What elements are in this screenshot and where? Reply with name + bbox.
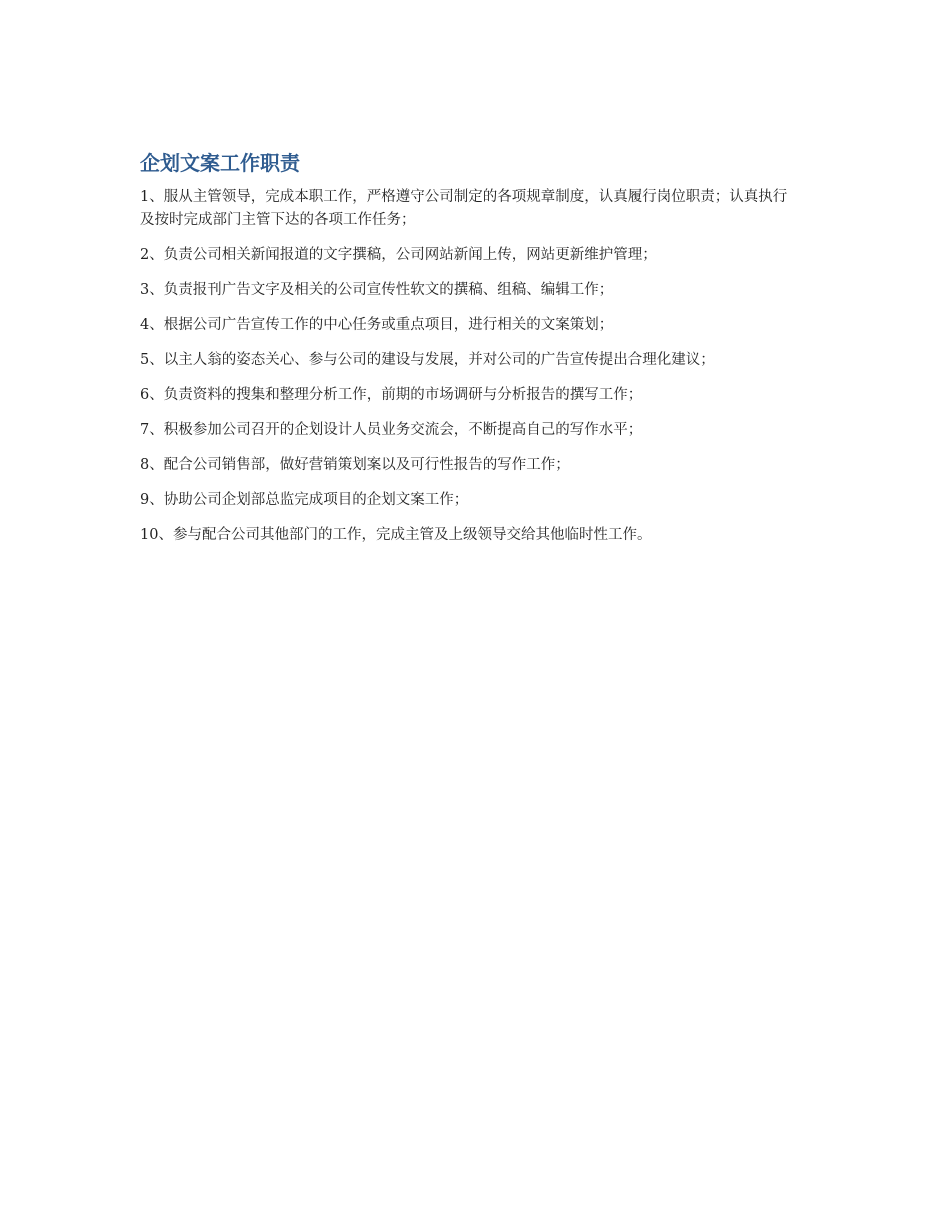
document-body xyxy=(140,148,800,559)
duty-item-4: 4、根据公司广告宣传工作的中心任务或重点项目，进行相关的文案策划； xyxy=(140,317,614,333)
duty-list xyxy=(140,186,800,547)
duty-item-2: 2、负责公司相关新闻报道的文字撰稿，公司网站新闻上传，网站更新维护管理； xyxy=(140,247,657,263)
duty-item-6: 6、负责资料的搜集和整理分析工作，前期的市场调研与分析报告的撰写工作； xyxy=(140,387,643,403)
duty-item-7: 7、积极参加公司召开的企划设计人员业务交流会，不断提高自己的写作水平； xyxy=(140,422,643,438)
duty-item-9: 9、协助公司企划部总监完成项目的企划文案工作； xyxy=(140,492,469,508)
duty-item-5: 5、以主人翁的姿态关心、参与公司的建设与发展，并对公司的广告宣传提出合理化建议； xyxy=(140,352,715,368)
duty-item-1: 1、服从主管领导，完成本职工作，严格遵守公司制定的各项规章制度，认真履行岗位职责；认真执行及按时完成部门主管下达的各项工作任务； xyxy=(140,189,788,228)
document-title: 企划文案工作职责 xyxy=(140,151,300,175)
duty-item-8: 8、配合公司销售部，做好营销策划案以及可行性报告的写作工作； xyxy=(140,457,570,473)
duty-item-10: 10、参与配合公司其他部门的工作，完成主管及上级领导交给其他临时性工作。 xyxy=(140,527,652,543)
duty-item-3: 3、负责报刊广告文字及相关的公司宣传性软文的撰稿、组稿、编辑工作； xyxy=(140,282,614,298)
